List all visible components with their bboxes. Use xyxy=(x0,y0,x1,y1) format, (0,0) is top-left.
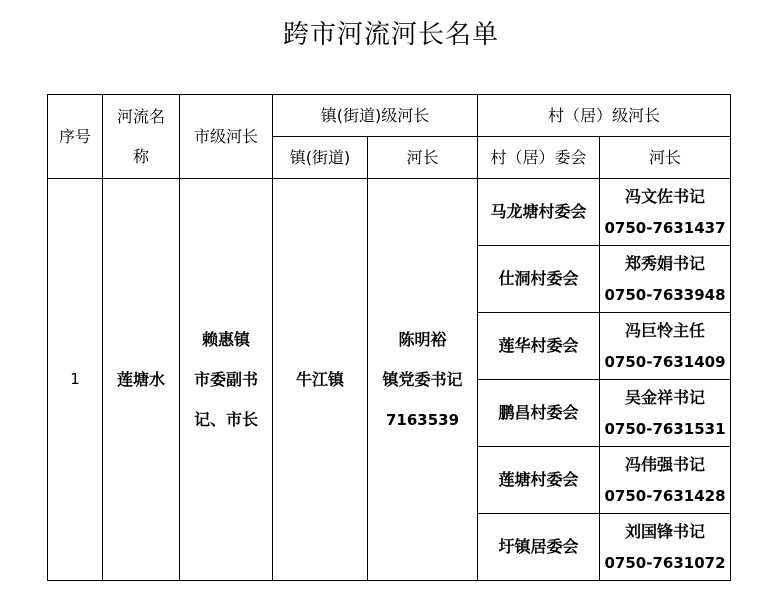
village-leader-name: 郑秀娟书记 xyxy=(624,254,705,273)
header-river-name xyxy=(103,95,180,179)
header-river-name-line2: 称 xyxy=(132,146,149,166)
village-committee: 马龙塘村委会 xyxy=(478,179,600,246)
village-leader-phone: 0750-7633948 xyxy=(604,286,726,304)
row-city-leader xyxy=(180,179,273,581)
village-leader xyxy=(600,313,731,380)
row-town-leader xyxy=(368,179,478,581)
village-leader-name: 冯巨怜主任 xyxy=(624,321,705,340)
header-village-leader: 河长 xyxy=(600,137,731,179)
town-leader-line1: 陈明裕 xyxy=(398,329,447,349)
village-committee: 仕洞村委会 xyxy=(478,246,600,313)
city-leader-line2: 市委副书 xyxy=(193,369,258,389)
village-committee: 鹏昌村委会 xyxy=(478,380,600,447)
row-town: 牛江镇 xyxy=(273,179,368,581)
river-leader-table xyxy=(47,94,731,581)
village-leader-phone: 0750-7631409 xyxy=(604,353,726,371)
row-river-name: 莲塘水 xyxy=(103,179,180,581)
city-leader-line3: 记、市长 xyxy=(193,409,258,429)
page-title: 跨市河流河长名单 xyxy=(282,20,499,50)
village-leader-name: 冯伟强书记 xyxy=(624,455,705,474)
header-river-name-line1: 河流名 xyxy=(116,106,165,126)
village-committee: 莲华村委会 xyxy=(478,313,600,380)
city-leader-line1: 赖惠镇 xyxy=(201,329,250,349)
town-leader-line2: 镇党委书记 xyxy=(382,369,463,389)
header-index: 序号 xyxy=(48,95,103,179)
header-row-1 xyxy=(48,95,731,137)
town-leader-line3: 7163539 xyxy=(385,410,460,429)
village-leader-phone: 0750-7631437 xyxy=(604,219,726,237)
header-village: 村（居）委会 xyxy=(478,137,600,179)
village-leader xyxy=(600,179,731,246)
village-leader-phone: 0750-7631531 xyxy=(604,420,726,438)
header-town: 镇(街道) xyxy=(273,137,368,179)
row-index: 1 xyxy=(48,179,103,581)
village-leader-name: 刘国锋书记 xyxy=(624,522,705,541)
header-village-group: 村（居）级河长 xyxy=(478,95,731,137)
village-leader xyxy=(600,514,731,581)
village-leader-phone: 0750-7631072 xyxy=(604,554,726,572)
village-leader xyxy=(600,380,731,447)
header-town-group: 镇(街道)级河长 xyxy=(273,95,478,137)
header-city-leader: 市级河长 xyxy=(180,95,273,179)
village-committee: 莲塘村委会 xyxy=(478,447,600,514)
village-leader-name: 冯文佐书记 xyxy=(624,187,705,206)
village-committee: 圩镇居委会 xyxy=(478,514,600,581)
header-town-leader: 河长 xyxy=(368,137,478,179)
village-leader-name: 吴金祥书记 xyxy=(624,388,705,407)
table-row xyxy=(48,179,731,246)
village-leader xyxy=(600,246,731,313)
village-leader xyxy=(600,447,731,514)
village-leader-phone: 0750-7631428 xyxy=(604,487,726,505)
